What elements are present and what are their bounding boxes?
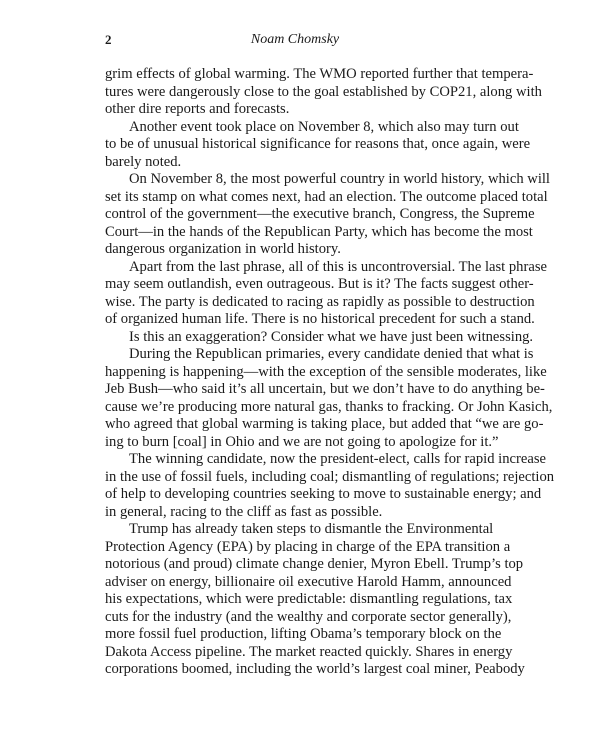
paragraph [105,258,547,329]
text-line: wise. The party is dedicated to racing as rapidly as possible to destruction [105,293,535,310]
text-line: other dire reports and forecasts. [105,101,290,117]
text-line: control of the government—the executive branch, Congress, the Supreme [105,206,535,222]
text-line: corporations boomed, including the world’s largest coal miner, Peabody [105,661,525,677]
text-line: cuts for the industry (and the wealthy and corporate sector generally), [105,608,512,625]
text-line: On November 8, the most powerful country in world history, which will [129,171,550,187]
paragraph [105,521,525,679]
text-line: happening is happening—with the exception of the sensible moderates, like [105,363,547,380]
text-line: his expectations, which were predictable: dismantling regulations, tax [105,591,513,607]
page-header [105,32,485,52]
paragraph [105,171,550,259]
text-line: Court—in the hands of the Republican Party, which has become the most [105,223,533,240]
text-line: who agreed that global warming is taking place, but added that “we are go- [105,416,544,432]
text-line: in the use of fossil fuels, including coal; dismantling of regulations; rejection [105,468,555,485]
text-line: of help to developing countries seeking to move to sustainable energy; and [105,486,542,502]
paragraph [105,328,534,347]
paragraph [105,451,555,521]
text-line: barely noted. [105,153,182,170]
text-line: may seem outlandish, even outrageous. But is it? The facts suggest other- [105,276,534,292]
paragraph [105,118,531,172]
text-line: Apart from the last phrase, all of this is uncontroversial. The last phrase [129,258,547,275]
text-line: notorious (and proud) climate change denier, Myron Ebell. Trump’s top [105,556,524,572]
paragraph [105,346,553,451]
text-line: Trump has already taken steps to dismantle the Environmental [129,521,494,537]
text-line: During the Republican primaries, every candidate denied that what is [129,346,534,362]
text-line: of organized human life. There is no historical precedent for such a stand. [105,311,535,327]
page-number: 2 [105,32,112,47]
text-line: more fossil fuel production, lifting Obama’s temporary block on the [105,626,502,642]
body-text [105,66,555,679]
running-head: Noam Chomsky [250,32,340,47]
text-line: The winning candidate, now the president-elect, calls for rapid increase [129,451,546,467]
text-line: adviser on energy, billionaire oil executive Harold Hamm, announced [105,573,512,590]
text-line: Jeb Bush—who said it’s all uncertain, but we don’t have to do anything be- [105,381,545,397]
text-line: dangerous organization in world history. [105,241,341,257]
paragraph [105,66,542,119]
text-line: Dakota Access pipeline. The market reacted quickly. Shares in energy [105,643,513,660]
text-line: Protection Agency (EPA) by placing in charge of the EPA transition a [105,538,511,555]
text-line: tures were dangerously close to the goal established by COP21, along with [105,83,542,100]
text-line: in general, racing to the cliff as fast as possible. [105,503,383,520]
text-line: to be of unusual historical significance for reasons that, once again, were [105,136,531,152]
text-line: ing to burn [coal] in Ohio and we are not going to apologize for it.” [105,433,499,450]
text-line: cause we’re producing more natural gas, thanks to fracking. Or John Kasich, [105,398,553,415]
text-line: set its stamp on what comes next, had an election. The outcome placed total [105,188,548,205]
text-line: Is this an exaggeration? Consider what we have just been witnessing. [129,328,534,345]
text-line: Another event took place on November 8, which also may turn out [129,118,519,135]
text-line: grim effects of global warming. The WMO reported further that tempera- [105,66,534,82]
